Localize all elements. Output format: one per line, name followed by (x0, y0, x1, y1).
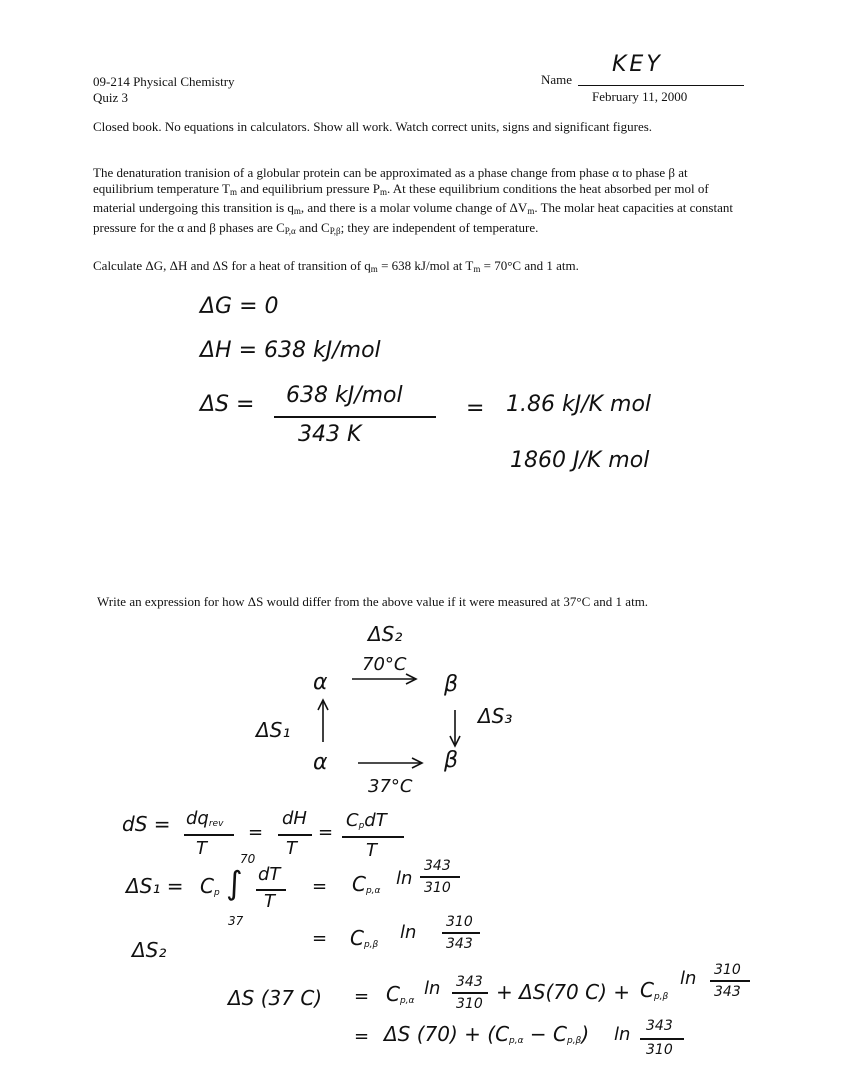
deriv-line1-bar3 (342, 836, 404, 838)
deriv-line5-frac-den: 310 (646, 1042, 673, 1058)
cycle-bottom-arrow (356, 756, 426, 770)
deriv-line2-upper-limit: 70 (240, 852, 256, 866)
deriv-line4-f3-num: 310 (714, 962, 741, 978)
deriv-line5-expression: ΔS $(70) + (C_{p,\alpha} - C_{p,\beta})$ (384, 1022, 590, 1046)
deriv-line4-lhs: ΔS (37 C) (228, 986, 323, 1010)
cycle-left-arrow (316, 698, 330, 744)
answer-delta-h: ΔH = 638 kJ/mol (200, 338, 381, 363)
deriv-line4-term1: $C_{p,\alpha}$ (386, 982, 415, 1006)
answer-delta-s-fraction-bar (274, 416, 436, 418)
deriv-line2-ln: ln (396, 868, 413, 889)
cycle-left-label: ΔS₁ (256, 718, 291, 742)
cycle-bottom-temp: 37°C (368, 776, 413, 797)
deriv-line1-eq2: = (248, 822, 264, 843)
deriv-line4-term3: $C_{p,\beta}$ (640, 978, 669, 1002)
problem-statement: The denaturation tranision of a globular protein can be approximated as a phase change from phase α to phase β at equilibrium temperature $T_m$ and equilibrium pressure $P_m$. At these equilibrium conditions the heat absorbed per mol of material undergoing this transition is $q_m$, and there is a molar volume change of $\Delta V_m$. The molar heat capacities at constant pressure for the α and β phases are $C_{P,\alpha}$ and $C_{P,\beta}$; they are independent of temperature. (93, 165, 733, 236)
answer-delta-s-numerator: 638 kJ/mol (286, 383, 403, 408)
deriv-line1-num2: dH (282, 808, 307, 829)
deriv-line5-ln: ln (614, 1024, 631, 1045)
name-label: Name (541, 72, 573, 87)
deriv-line3-frac-den: 343 (446, 936, 473, 952)
deriv-line4-f1-bar (452, 992, 488, 994)
answer-delta-s-denominator: 343 K (298, 422, 362, 447)
deriv-line3-frac-num: 310 (446, 914, 473, 930)
deriv-line1-num1: $dq_{rev}$ (186, 808, 224, 829)
quiz-title: Quiz 3 (93, 90, 129, 105)
cycle-beta-top: β (444, 672, 459, 697)
cycle-top-arrow (350, 672, 420, 686)
deriv-line2-frac-num: 343 (424, 858, 451, 874)
deriv-line1-den2: T (286, 838, 297, 859)
cycle-right-arrow (448, 708, 462, 748)
deriv-line4-ln3: ln (680, 968, 697, 989)
deriv-line2-num: dT (258, 864, 281, 885)
answer-delta-s-equals: = (466, 396, 485, 421)
name-underline (578, 85, 744, 86)
deriv-line4-ln1: ln (424, 978, 441, 999)
cycle-top-temp: 70°C (362, 654, 407, 675)
deriv-line4-f3-den: 343 (714, 984, 741, 1000)
quiz-date: February 11, 2000 (592, 89, 688, 104)
cycle-alpha-bottom: α (313, 750, 328, 775)
deriv-line2-frac-bar (420, 876, 460, 878)
course-title: 09-214 Physical Chemistry (93, 74, 235, 89)
deriv-line4-eq: = (354, 986, 370, 1007)
deriv-line2-cp: $C_p$ (200, 874, 220, 898)
deriv-line3-rhs: $C_{p,\beta}$ (350, 926, 379, 950)
deriv-line2-eq: = (312, 876, 328, 897)
deriv-line1-eq3: = (318, 822, 334, 843)
deriv-line1-bar1 (184, 834, 234, 836)
deriv-line4-f1-num: 343 (456, 974, 483, 990)
deriv-line4-f3-bar (710, 980, 750, 982)
deriv-line5-frac-bar (640, 1038, 684, 1040)
deriv-line3-lhs: ΔS₂ (132, 938, 167, 962)
deriv-line1-lhs: dS = (122, 812, 171, 836)
deriv-line2-integral: ∫ (226, 864, 243, 902)
question-2: Write an expression for how ΔS would differ from the above value if it were measured at 37°C and 1 atm. (97, 594, 649, 609)
deriv-line4-f1-den: 310 (456, 996, 483, 1012)
deriv-line3-frac-bar (442, 932, 480, 934)
cycle-alpha-top: α (313, 670, 328, 695)
deriv-line2-den: T (264, 891, 275, 912)
deriv-line1-bar2 (278, 834, 312, 836)
cycle-beta-bottom: β (444, 748, 459, 773)
cycle-top-label: ΔS₂ (368, 622, 403, 646)
deriv-line3-ln: ln (400, 922, 417, 943)
answer-delta-g: ΔG = 0 (200, 294, 279, 319)
cycle-right-label: ΔS₃ (478, 704, 513, 728)
deriv-line3-eq: = (312, 928, 328, 949)
answer-delta-s-lhs: ΔS = (200, 392, 255, 417)
deriv-line1-den1: T (196, 838, 207, 859)
deriv-line2-frac-den: 310 (424, 880, 451, 896)
deriv-line5-eq: = (354, 1026, 370, 1047)
deriv-line2-lhs: ΔS₁ = (126, 874, 184, 898)
answer-delta-s-value-j: 1860 J/K mol (510, 448, 650, 473)
question-1: Calculate ΔG, ΔH and ΔS for a heat of transition of $q_m = 638$ kJ/mol at $T_m = 70^\circ C$ and 1 atm. (93, 258, 579, 274)
deriv-line4-middle: + ΔS(70 C) + (496, 980, 630, 1004)
deriv-line5-frac-num: 343 (646, 1018, 673, 1034)
deriv-line2-rhs: $C_{p,\alpha}$ (352, 872, 381, 896)
deriv-line1-den3: T (366, 840, 377, 861)
instructions: Closed book. No equations in calculators. Show all work. Watch correct units, signs and significant figures. (93, 119, 653, 134)
name-value: KEY (612, 52, 663, 77)
answer-delta-s-value-kj: 1.86 kJ/K mol (506, 392, 652, 417)
deriv-line1-num3: $C_pdT$ (346, 810, 387, 831)
deriv-line2-lower-limit: 37 (228, 914, 244, 928)
